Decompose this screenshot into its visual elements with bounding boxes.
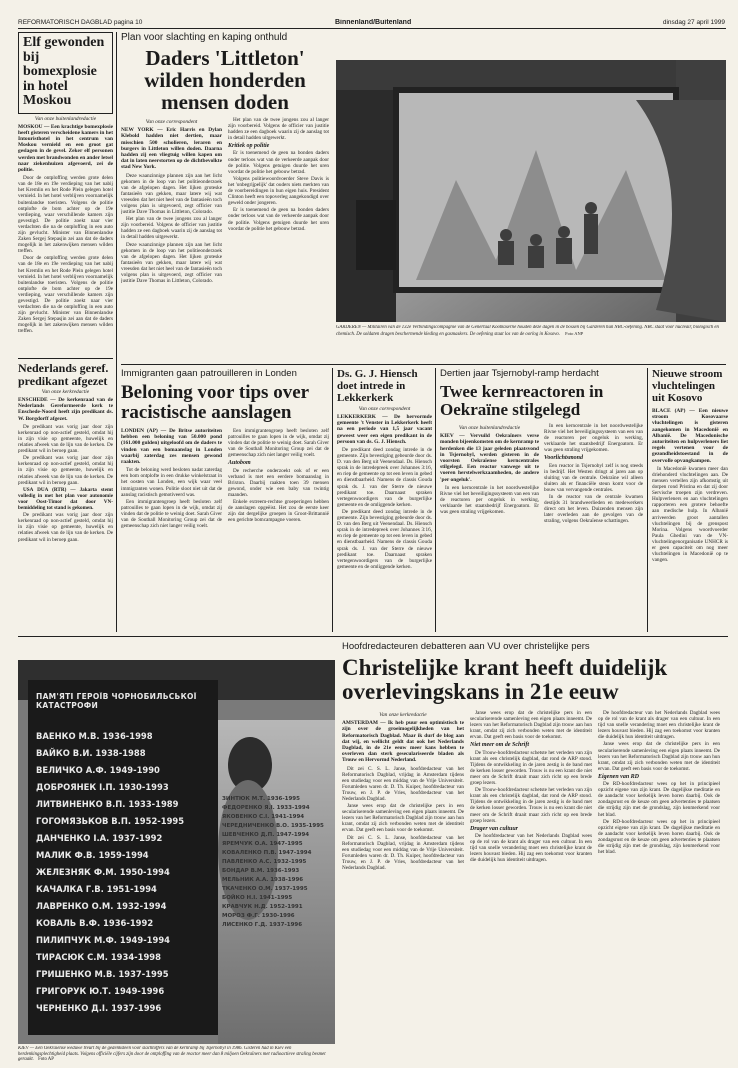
body-text: In een kerncentrale in het noordwestelijke Rivne viel het beveiligingssysteem van een van de reactoren per ongeluk in werking, verklaarde het staatsbedrijf Energoatom. Er was geen straling vrijgekomen.: [440, 484, 539, 516]
memorial-name: МЕЛЬНИК А.А. 1938-1996: [222, 877, 304, 883]
photo-kiev: [18, 660, 335, 1044]
body-text: Dit zei C. S. L. Janse, hoofdredacteur van het Reformatorisch Dagblad, vrijdag in Amsterdam tijdens een studiedag voor een middag van de Vrije Universiteit. Forumleden waren dr. D. Th. Kuiper, hoofdredacteur van Trouw, en J. P. de Vries, hoofdredacteur van het Nederlands Dagblad.: [342, 834, 464, 872]
byline: Van onze kerkredactie: [41, 389, 90, 395]
body-text: Volgens politiewoordvoerder Steve Davis is het 'onbegrijpelijk' dat ouders niets merkten van de voorbereidingen in hun eigen huis. President Clinton heeft een topoverleg aangekondigd over geweld onder jongeren.: [228, 175, 329, 207]
body-text: Het plan van de twee jongens zou al langer zijn voorbereid. Volgens de officier van justitie hadden ze een dagboek waarin zij de aanslag tot in detail hadden uitgewerkt.: [121, 216, 222, 241]
photo-caption: [336, 325, 726, 345]
memorial-name: БОЙКО Н.І. 1941-1995: [222, 895, 293, 901]
byline: Van onze correspondent: [358, 406, 411, 412]
body-text: De hoofdredacteur van het Nederlands Dagblad wees op de rol van de krant als drager van een cultuur. In een tijd van snelle verandering moet een christelijke krant de lezers houvast bieden. Hij zag een toekomst voor kranten die duidelijk hun identiteit uitdragen.: [598, 710, 720, 741]
headline: Beloning voor tips over racistische aanslagen: [121, 382, 309, 423]
body-text: De hoofdredacteur van het Nederlands Dagblad wees op de rol van de krant als drager van een cultuur. In een tijd van snelle verandering moet een christelijke krant de lezers houvast bieden. Hij zag een toekomst voor kranten die duidelijk hun identiteit uitdragen.: [470, 832, 592, 864]
memorial-name: ЯКОВЕНКО С.І. 1941-1994: [222, 814, 305, 820]
byline: Van onze correspondent: [145, 119, 198, 125]
subheading: Niet meer om de Schrift: [470, 742, 529, 749]
memorial-name: ВАЙКО В.И. 1938-1988: [36, 748, 146, 758]
memorial-inscription: ПАМ'ЯТІ ГЕРОЇВ ЧОРНОБИЛЬСЬКОЇ КАТАСТРОФИ: [36, 692, 197, 710]
column-rule: [332, 368, 333, 632]
body-text: In een kerncentrale in het noordwestelijke Rivne viel het beveiligingssysteem van een van de reactoren per ongeluk in werking, verklaarde het staatsbedrijf Energoatom. Er was geen straling vrijgekomen.: [544, 423, 643, 454]
body-text: De predikant deed zondag intrede in de gemeente. Zijn bevestiging gebeurde door ds. D. van den Berg uit Veenendaal. Ds. Hiensch sprak in de intredepreek over Johannes 3:16, en riep de gemeente op tot een leven in gebed en dienstbaarheid. Namens de classis Gouda sprak ds. J. van der Sterre de nieuwe predikant toe. Daarnaast spraken vertegenwoordigers van de burgerlijke gemeente en de omliggende kerken.: [337, 447, 432, 508]
memorial-name: ДОБРОЯНЕК І.П. 1930-1993: [36, 782, 169, 792]
body-text: In de reactor van de centrale kwamen destijds 31 brandweerlieden en medewerkers direct om het leven. Duizenden mensen zijn later overleden aan de gevolgen van de straling, volgens Oekraïense schattingen.: [544, 494, 643, 525]
subheading: Drager van cultuur: [470, 825, 519, 832]
divider: [18, 358, 113, 359]
lead: LONDEN (AP) — De Britse autoriteiten hebben een beloning van 50.000 pond (161.000 gulden) uitgeloofd om de daders te vinden van een bomaanslag in Londen waarbij zaterdag zes mensen gewond raakten.: [121, 428, 222, 466]
body-text: De predikant deed zondag intrede in de gemeente. Zijn bevestiging gebeurde door ds. D. van den Berg uit Veenendaal. Ds. Hiensch sprak in de intredepreek over Johannes 3:16, en riep de gemeente op tot een leven in gebed en dienstbaarheid. Namens de classis Gouda sprak ds. J. van der Sterre de nieuwe predikant toe. Daarnaast spraken vertegenwoordigers van de burgerlijke gemeente en de omliggende kerken.: [337, 508, 432, 570]
article-hiensch: [337, 368, 432, 630]
masthead-date: dinsdag 27 april 1999: [662, 19, 725, 26]
headline: Daders 'Littleton' wilden honderden mensen doden: [144, 46, 306, 114]
memorial-name: ЧЕРНЕНКО Д.І. 1937-1996: [36, 1003, 162, 1013]
article-predikant: [18, 362, 113, 632]
lead: NEW YORK — Eric Harris en Dylan Klebold hadden niet dertien, maar misschien 500 scholieren, leraren en burgers in Littleton willen doden. Daarna hadden zij een vliegtuig willen kapen om dat in laten neerstorten op de dichtbevolkte stad New York.: [121, 127, 222, 171]
soldiers-photo: [336, 60, 726, 322]
body-text: Tot de beloning werd besloten nadat zaterdag een bom ontplofte in een drukke winkelstraat in het oosten van Londen, een wijk waar veel immigranten wonen. Politie sloot niet uit dat de aanslag racistisch gemotiveerd was.: [121, 467, 222, 498]
memorial-name: КОВАЛЕНКО П.В. 1947-1994: [222, 850, 312, 856]
article-tsjernobyl: [440, 368, 644, 630]
memorial-name: ГРИШЕНКО М.В. 1937-1995: [36, 969, 169, 979]
memorial-name: ШЕВЧЕНКО Д.П. 1947-1994: [222, 832, 310, 838]
masthead-rule: [18, 28, 726, 29]
subheading: Autobom: [228, 460, 251, 467]
divider: [121, 364, 726, 365]
body-text: Het plan van de twee jongens zou al langer zijn voorbereid. Volgens de officier van justitie hadden ze een dagboek waarin zij de aanslag tot in detail hadden uitgewerkt.: [228, 117, 329, 142]
memorial-name: КОВАЛЬ В.Ф. 1936-1992: [36, 918, 154, 928]
photo-garderen: [336, 60, 726, 322]
headline: Ds. G. J. Hiensch doet intrede in Lekkerkerk: [337, 368, 418, 404]
body-text: De RD-hoofdredacteur wees op het in principieel opzicht eigene van zijn krant. De dagelijkse meditatie en de aandacht voor kerkelijk leven horen daarbij. Ook de zondagsrust en de keuze om geen advertenties te plaatsen die strijdig zijn met de grondslag, zijn kenmerkend voor het blad.: [598, 781, 720, 818]
lead: AMSTERDAM — Ik heb puur een optimistisch te zijn over de groeimogelijkheden van het Reformatorisch Dagblad. Maar ik durf de blog aan dat wij, en wellicht geldt dat ook het Nederlands Dagblad, in de 21e eeuw meer kans hebben te overleven dan sterk geseculariseerde bladen als Trouw en Hervormd Nederland.: [342, 720, 464, 764]
subheading: Voorlichtsmond: [544, 455, 584, 462]
memorial-name: БОНДАР В.М. 1936-1993: [222, 868, 300, 874]
memorial-name: ГОГОМЯЗЬКОВ В.П. 1952-1995: [36, 816, 185, 826]
memorial-name: ЯРЕМЧУК О.А. 1947-1995: [222, 841, 303, 847]
column-rule: [435, 368, 436, 632]
article-kosovo: [652, 368, 728, 630]
body-text: Er is toenemend de geen na bonden daders onder terloos wat van de verkeerde aanpak door de politie. Volgens getuigen duurde het uren voordat de politie het gebouw betrad.: [228, 207, 329, 232]
article-londen: [121, 368, 329, 630]
body-text: Door de ontploffing werden grote delen van de 18e en 19e verdieping van het nabij het Kremlin en het Rode Plein gelegen hotel vernield. In het hotel verblijven voornamelijk buitenlandse toeristen. Volgens de politie ontplofte de bom achter op de 19e verdieping, waar verschillende kamers zijn gevestigd. De politie zoekt naar vier verdachten die na de ontploffing in een auto zijn gevlucht. Minister van Binnenlandse Zaken Sergej Stepasjin zei aan dat de daders mogelijk in het zakenwijken mensen wilden treffen.: [18, 255, 113, 335]
memorial-name: ЛАВРЕНКО О.М. 1932-1994: [36, 901, 167, 911]
memorial-name: ПАВЛЕНКО А.С. 1932-1995: [222, 859, 307, 865]
kicker: Dertien jaar Tsjernobyl-ramp herdacht: [440, 368, 599, 379]
memorial-names: [36, 728, 211, 1038]
memorial-name: МАЛИК Ф.В. 1959-1994: [36, 850, 149, 860]
body-text: Deze waanzinnige plannen zijn aan het licht gekomen in de loop van het politieonderzoek van de afgelopen dagen. Het lijken groteske fantasieën van gekken, maar latere wij wat vreesden dat het niet heel van de fantasieën toch volgens plan is uitgevoerd, zegt officier van justitie Dave Thomas in Littleton, Colorado.: [121, 241, 222, 285]
lead: MOSKOU — Een krachtige bomexplosie heeft gisteren verscheidene kamers in het Intouristhotel in het centrum van Moskou vernield en een groot gat geslagen in de gevel. Zeker elf personen werden met brandwonden en ander letsel naar ziekenhuizen afgevoerd, zei de politie.: [18, 123, 113, 173]
headline: Nederlands geref. predikant afgezet: [18, 362, 109, 388]
brief: USA DUA (RTR) — Jakarta stemt volledig in met het plan voor autonomie voor Oost-Timor dat door VN-bemiddeling tot stand is gekomen.: [18, 486, 113, 512]
masthead-section: Binnenland/Buitenland: [335, 19, 412, 26]
byline: Van onze kerkredactie: [379, 712, 427, 718]
memorial-name: ЛИТВИНЕНКО В.П. 1933-1989: [36, 799, 179, 809]
photo-credit: Foto AP: [38, 1057, 54, 1062]
column-rule: [116, 32, 117, 632]
memorial-name: ГРИГОРУК Ю.Т. 1949-1996: [36, 986, 165, 996]
masthead-left: REFORMATORISCH DAGBLAD pagina 10: [18, 19, 143, 26]
memorial-name: ВАЕНКО М.В. 1936-1998: [36, 731, 153, 741]
body-text: Er is toenemend de geen na bonden daders onder terloos wat van de verkeerde aanpak door de politie. Volgens getuigen duurde het uren voordat de politie het gebouw betrad.: [228, 150, 329, 175]
body-text: De recherche onderzoekt ook of er een verband is met een eerdere bomaanslag in Brixton. Daarbij raakten toen 39 mensen gewond, onder wie een baby van twintig maanden.: [228, 467, 329, 498]
body-text: Deze waanzinnige plannen zijn aan het licht gekomen in de loop van het politieonderzoek van de afgelopen dagen. Het lijken groteske fantasieën van gekken, maar latere wij wat vreesden dat het niet heel van de fantasieën toch volgens plan is uitgevoerd, zegt officier van justitie Dave Thomas in Littleton, Colorado.: [121, 172, 222, 216]
kicker: Immigranten gaan patrouilleren in Londen: [121, 368, 297, 379]
memorial-name: ФЕДОРЕНКО Я.І. 1933-1994: [222, 805, 310, 811]
body-text: Enkele extreem-rechtse groeperingen hebben de aanslagen opgeëist. Het zou de eerste keer zijn dat dergelijke groepen in Groot-Brittannië een gerichte bomcampagne voeren.: [228, 499, 329, 524]
lead: BLACE (AP) — Een nieuwe stroom Kosovaarse vluchtelingen is gisteren aangekomen in Macedonië en Albanië. De Macedonische autoriteiten en hulpverleners liet regels vertenen voor de gezondheidstoestand in de overvolle opvangkampen.: [652, 408, 728, 464]
body-text: Een immigrantengroep heeft besloten zelf patrouilles te gaan lopen in de wijk, omdat zij vinden dat de politie te weinig doet. Sarah Giver van de Southall Monitoring Group zei dat de gemeenschap zich niet langer veilig voelt.: [228, 428, 329, 459]
memorial-name: ПИЛИПЧУК М.Ф. 1949-1994: [36, 935, 170, 945]
body-text: De predikant was vorig jaar door zijn kerkenraad op non-actief gesteld, omdat hij in zijn visie op gemeente, huwelijk en relaties afweek van de lijn van de kerken. De predikant wil in beroep gaan.: [18, 455, 113, 486]
caption-text: KIEV — Een Oekraïense weduwe treurt bij de gedenksteen voor slachtoffers van de kernramp bij Tsjernobyl in 1986. Gisteren had in Kiev een herdenkingsplechtigheid plaats. Volgens officiële cijfers zijn door de ontploffing van de reactor meer dan 8 miljoen Oekraïners met radioactieve straling besmet geraakt.: [18, 1046, 326, 1062]
kicker: Plan voor slachting en kaping onthuld: [121, 32, 288, 43]
lead: ENSCHEDE — De kerkenraad van de Nederlands Gereformeerde kerk te Enschede-Noord heeft zijn predikant ds. W. Borgdorff afgezet.: [18, 397, 113, 422]
byline: Van onze buitenlandredactie: [458, 425, 521, 431]
section-rule: [18, 636, 728, 637]
kicker: Hoofdredacteuren debatteren aan VU over christelijke pers: [342, 641, 590, 652]
headline: Christelijke krant heeft duidelijk overlevingskans in 21e eeuw: [342, 655, 668, 704]
body-text: Janse wees erop dat de christelijke pers in een seculariserende samenleving een eigen plaats inneemt. De lezers van het Reformatorisch Dagblad zijn trouw aan hun krant, omdat zij zich verbonden weten met de identiteit ervan. Dat geeft een basis voor de toekomst.: [598, 741, 720, 772]
memorial-name: КРАВЧУК Н.Д. 1952-1991: [222, 904, 303, 910]
body-text: In Macedonië kwamen meer dan driehonderd vluchtelingen aan. De mensen vertellen zijn afkomstig uit dorpen rond Pristina en dat zij door Servische troepen zijn verdreven. Hulpverleners en aan vluchtelingen rapporteren een grotere behoefte aan medische hulp. In Albanië arriveerden groot aantallen vluchtelingen bij de grenspost Morina. Volgens woordvoerder Paula Ghedini van de VN-vluchtelingenorganisatie UNHCR is er geen capaciteit om nog meer vluchtelingen in Macedonië op te vangen.: [652, 465, 728, 564]
body-text: De predikant was vorig jaar door zijn kerkenraad op non-actief gesteld, omdat hij in zijn visie op gemeente, huwelijk en relaties afweek van de lijn van de kerken. De predikant wil in beroep gaan.: [18, 423, 113, 455]
memorial-name: ДАНЧЕНКО І.А. 1937-1992: [36, 833, 163, 843]
subheading: Kritiek op politie: [228, 143, 270, 150]
photo-caption: [18, 1046, 335, 1064]
byline: Van onze buitenlandredactie: [34, 115, 97, 122]
memorial-name: ТКАЧЕНКО О.М. 1937-1995: [222, 886, 308, 892]
photo-credit: Foto ANP: [565, 330, 584, 336]
body-text: Dit zei C. S. L. Janse, hoofdredacteur van het Reformatorisch Dagblad, vrijdag in Amsterdam tijdens een studiedag voor een middag van de Vrije Universiteit. Forumleden waren dr. D. Th. Kuiper, hoofdredacteur van Trouw, en J. P. de Vries, hoofdredacteur van het Nederlands Dagblad.: [342, 765, 464, 802]
body-text: Janse wees erop dat de christelijke pers in een seculariserende samenleving een eigen plaats inneemt. De lezers van het Reformatorisch Dagblad zijn trouw aan hun krant, omdat zij zich verbonden weten met de identiteit ervan. Dat geeft een basis voor de toekomst.: [342, 803, 464, 834]
body-text: De RD-hoofdredacteur wees op het in principieel opzicht eigene van zijn krant. De dagelijkse meditatie en de aandacht voor kerkelijk leven horen daarbij. Ook de zondagsrust en de keuze om geen advertenties te plaatsen die strijdig zijn met de grondslag, zijn kenmerkend voor het blad.: [598, 818, 720, 856]
body-text: De Trouw-hoofdredacteur schetste het verleden van zijn krant als een christelijk dagblad, dat rond de ARP stond. Tijdens de ontwikkeling in de jaren zestig is de band met de kerken losser geworden. Trouw is nu een krant die niet meer om de Schrift draait maar zich richt op een brede groep lezers.: [470, 787, 592, 824]
body-text: Door de ontploffing werden grote delen van de 18e en 19e verdieping van het nabij het Kremlin en het Rode Plein gelegen hotel vernield. In het hotel verblijven voornamelijk buitenlandse toeristen. Volgens de politie ontplofte de bom achter op de 19e verdieping, waar verschillende kamers zijn gevestigd. De politie zoekt naar vier verdachten die na de ontploffing in een auto zijn gevlucht. Minister van Binnenlandse Zaken Sergej Stepasjin zei aan dat de daders mogelijk in het zakenwijken mensen wilden treffen.: [18, 175, 113, 255]
body-text: De predikant was vorig jaar door zijn kerkenraad op non-actief gesteld, omdat hij in zijn visie op gemeente, huwelijk en relaties afweek van de lijn van de kerken. De predikant wil in beroep gaan.: [18, 512, 113, 543]
headline: Twee kernreactoren in Oekraïne stilgelegd: [440, 382, 604, 419]
memorial-name: ТИРАСЮК С.М. 1934-1998: [36, 952, 161, 962]
caption-text: GARDEREN — Militairen van de 132e Verbindingscompagnie van de Genertaal Kootkaserne houden deze dagen in de bossen bij Garderen hun NBC-oefening. NBC staat voor nucleair, biologisch en chemisch. De soldaten dragen beschermende kleding en gasmaskers. De oefening staat los van de oorlog in Kosovo.: [336, 325, 719, 337]
memorial-name: ЧЕРЕДНИЧЕНКО В.О. 1935-1995: [222, 823, 324, 829]
article-littleton: [121, 32, 329, 360]
memorial-name: ЛИСЕНКО Г.Д. 1937-1996: [222, 922, 303, 928]
memorial-name: ЖЕЛЕЗНЯК Ф.М. 1950-1994: [36, 867, 170, 877]
body-text: Een reactor in Tsjernobyl zelf is nog steeds in bedrijf. Het Westen dringt al jaren aan op sluiting van de centrale. Oekraïne wil alleen sluiten als er financiële steun komt voor de bouw van vervangende centrales.: [544, 462, 643, 493]
body-text: Een immigrantengroep heeft besloten zelf patrouilles te gaan lopen in de wijk, omdat zij vinden dat de politie te weinig doet. Sarah Giver van de Southall Monitoring Group zei dat de gemeenschap zich niet langer veilig voelt.: [121, 498, 222, 530]
lead: LEKKERKERK — De hervormde gemeente 't Venster in Lekkerkerk heeft na een periode van 1,5 jaar vacant geweest weer een eigen predikant in de persoon van ds. G. J. Hiensch.: [337, 414, 432, 445]
memorial-name: МОРОЗ Ф.Г. 1930-1996: [222, 913, 295, 919]
memorial-name: КАЧАЛКА Г.В. 1951-1994: [36, 884, 157, 894]
headline: Nieuwe stroom vluchtelingen uit Kosovo: [652, 368, 723, 404]
body-text: Janse wees erop dat de christelijke pers in een seculariserende samenleving een eigen plaats inneemt. De lezers van het Reformatorisch Dagblad zijn trouw aan hun krant, omdat zij zich verbonden weten met de identiteit ervan. Dat geeft een basis voor de toekomst.: [470, 710, 592, 741]
lead: KIEV — Vervuild Oekraïners verse monden bijeenkomsten om de kernramp te herdenken die 13 jaar geleden plaatsvond in Tsjernobyl, werden gisteren in de voorsten Oekraïense kerncentrales stilgelegd. Een reactor vanwege uit te voeren herstelwerkzaamheden, de andere 'per ongeluk'.: [440, 433, 539, 483]
body-text: De Trouw-hoofdredacteur schetste het verleden van zijn krant als een christelijk dagblad, dat rond de ARP stond. Tijdens de ontwikkeling in de jaren zestig is de band met de kerken losser geworden. Trouw is nu een krant die niet meer om de Schrift draait maar zich richt op een brede groep lezers.: [470, 749, 592, 787]
memorial-name: ВЕЛИЧКО А.Ф. 1949-1990: [36, 765, 160, 775]
article-moskou: [18, 32, 113, 354]
headline: Elf gewonden bij bomexplosie in hotel Moskou: [23, 35, 105, 108]
subheading: Eigenen van RD: [598, 773, 640, 780]
article-christelijke-pers: [342, 641, 728, 1061]
column-rule: [647, 368, 648, 632]
memorial-name: ЗИНТЮК М.Т. 1936-1995: [222, 796, 300, 802]
memorial-names-right: [222, 795, 332, 1040]
